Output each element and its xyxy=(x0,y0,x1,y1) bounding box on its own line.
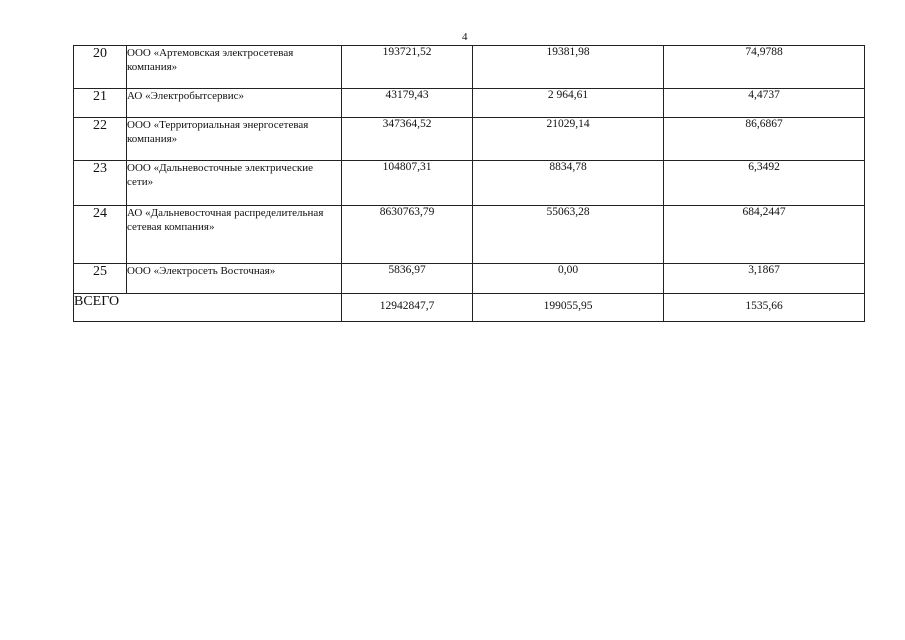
organization-name: ООО «Электросеть Восточная» xyxy=(127,264,342,294)
row-number: 22 xyxy=(74,118,127,161)
table-row xyxy=(74,264,865,294)
total-value-column-2: 199055,95 xyxy=(473,294,664,322)
total-label: ВСЕГО xyxy=(74,294,342,322)
value-column-1: 5836,97 xyxy=(342,264,473,294)
data-table xyxy=(73,45,865,322)
organization-name: АО «Дальневосточная распределительная сетевая компания» xyxy=(127,206,342,264)
value-column-2: 55063,28 xyxy=(473,206,664,264)
value-column-3: 3,1867 xyxy=(664,264,865,294)
value-column-2: 21029,14 xyxy=(473,118,664,161)
value-column-2: 2 964,61 xyxy=(473,89,664,118)
table-row xyxy=(74,46,865,89)
table-row xyxy=(74,118,865,161)
value-column-2: 19381,98 xyxy=(473,46,664,89)
value-column-3: 86,6867 xyxy=(664,118,865,161)
value-column-1: 8630763,79 xyxy=(342,206,473,264)
value-column-2: 0,00 xyxy=(473,264,664,294)
row-number: 24 xyxy=(74,206,127,264)
value-column-1: 104807,31 xyxy=(342,161,473,206)
value-column-1: 193721,52 xyxy=(342,46,473,89)
organization-name: ООО «Территориальная энергосетевая компания» xyxy=(127,118,342,161)
value-column-3: 6,3492 xyxy=(664,161,865,206)
value-column-3: 4,4737 xyxy=(664,89,865,118)
row-number: 25 xyxy=(74,264,127,294)
value-column-3: 74,9788 xyxy=(664,46,865,89)
table-row xyxy=(74,89,865,118)
organization-name: АО «Электробытсервис» xyxy=(127,89,342,118)
table-row xyxy=(74,206,865,264)
value-column-1: 347364,52 xyxy=(342,118,473,161)
organization-name: ООО «Дальневосточные электрические сети» xyxy=(127,161,342,206)
page-number: 4 xyxy=(462,31,468,43)
total-row xyxy=(74,294,865,322)
row-number: 21 xyxy=(74,89,127,118)
row-number: 20 xyxy=(74,46,127,89)
table-row xyxy=(74,161,865,206)
value-column-1: 43179,43 xyxy=(342,89,473,118)
total-value-column-3: 1535,66 xyxy=(664,294,865,322)
row-number: 23 xyxy=(74,161,127,206)
total-value-column-1: 12942847,7 xyxy=(342,294,473,322)
organization-name: ООО «Артемовская электросетевая компания» xyxy=(127,46,342,89)
value-column-2: 8834,78 xyxy=(473,161,664,206)
value-column-3: 684,2447 xyxy=(664,206,865,264)
